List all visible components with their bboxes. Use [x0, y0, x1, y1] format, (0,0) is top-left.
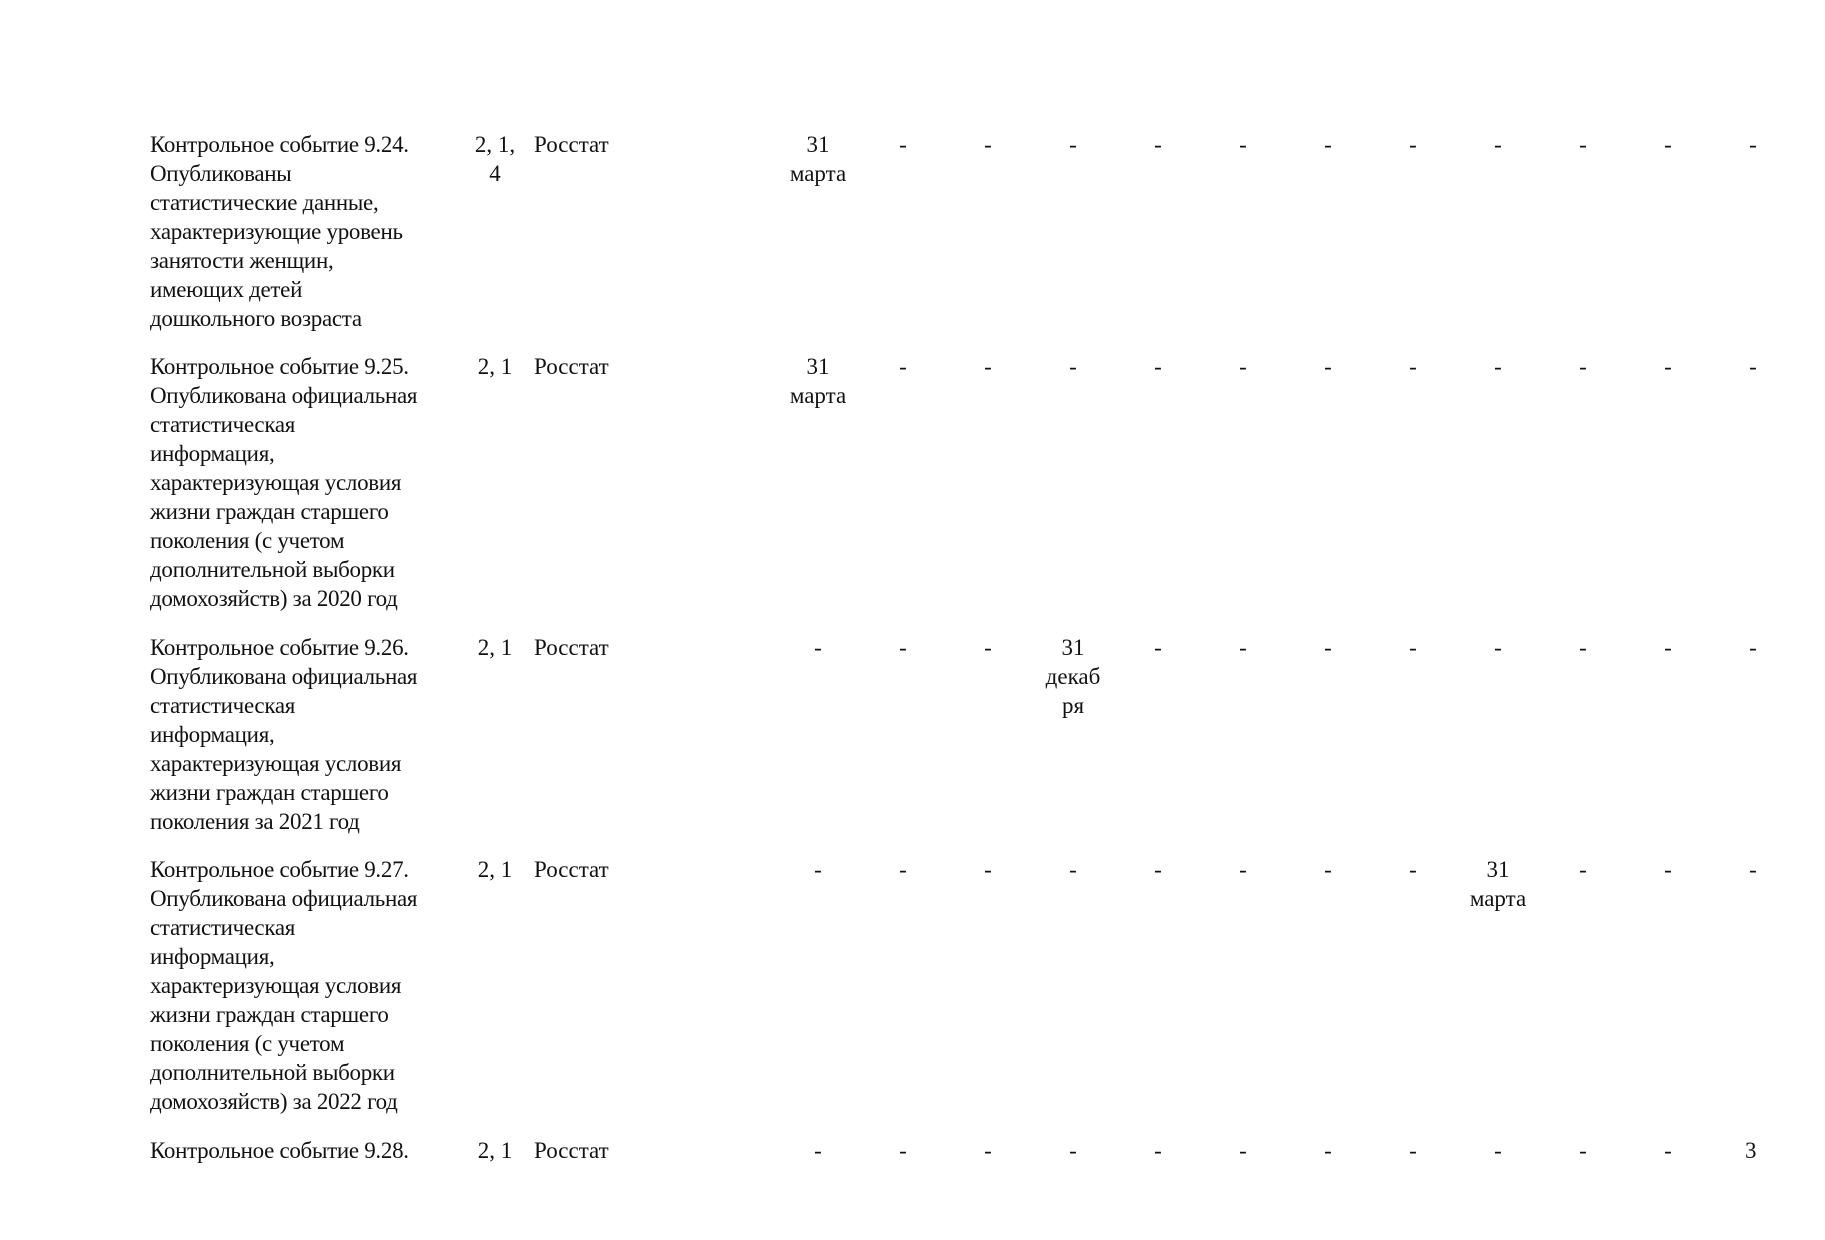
event-code: 2, 1	[477, 857, 513, 882]
period-cell: -	[1409, 1138, 1417, 1163]
responsible-organization: Росстат	[534, 1138, 609, 1163]
period-cell: -	[1154, 635, 1162, 660]
period-cell: -	[814, 857, 822, 882]
period-cell: -	[984, 132, 992, 157]
period-cell: -	[1324, 857, 1332, 882]
period-cell: -	[1749, 132, 1757, 157]
period-cell: -	[1324, 1138, 1332, 1163]
responsible-organization: Росстат	[534, 132, 609, 157]
period-cell: -	[1494, 354, 1502, 379]
period-cell: -	[1324, 354, 1332, 379]
period-cell: -	[1749, 635, 1757, 660]
period-cell: -	[1579, 354, 1587, 379]
event-code: 2, 1, 4	[474, 132, 516, 186]
period-cell: -	[1239, 857, 1247, 882]
period-cell: -	[984, 857, 992, 882]
period-cell: -	[1409, 857, 1417, 882]
period-cell: -	[984, 354, 992, 379]
period-cell: -	[1069, 857, 1077, 882]
period-cell: -	[899, 1138, 907, 1163]
event-description: Контрольное событие 9.24. Опубликованы статистические данные, характеризующие уровень занятости женщин, имеющих детей дошкольного возраста	[150, 132, 409, 331]
period-cell: -	[984, 635, 992, 660]
period-cell: 3	[1745, 1138, 1757, 1163]
period-cell: -	[1664, 857, 1672, 882]
period-cell: -	[814, 635, 822, 660]
event-description: Контрольное событие 9.27. Опубликована официальная статистическая информация, характеризующая условия жизни граждан старшего поколения (с учетом дополнительной выборки домохозяйств) за 2022 год	[150, 857, 418, 1114]
event-code: 2, 1	[477, 354, 513, 379]
period-cell: -	[1324, 635, 1332, 660]
period-cell: -	[1154, 354, 1162, 379]
period-cell: -	[1494, 635, 1502, 660]
period-cell: -	[1239, 354, 1247, 379]
period-cell: -	[1154, 1138, 1162, 1163]
period-cell: -	[1579, 1138, 1587, 1163]
period-cell: 31 марта	[1469, 857, 1527, 911]
event-description: Контрольное событие 9.26. Опубликована официальная статистическая информация, характеризующая условия жизни граждан старшего поколения за 2021 год	[150, 635, 418, 834]
period-cell: -	[1664, 354, 1672, 379]
period-cell: -	[1494, 1138, 1502, 1163]
period-cell: -	[1239, 132, 1247, 157]
period-cell: -	[899, 132, 907, 157]
period-cell: -	[899, 857, 907, 882]
period-cell: -	[1749, 354, 1757, 379]
period-cell: -	[1579, 132, 1587, 157]
period-cell: -	[1664, 635, 1672, 660]
period-cell: -	[814, 1138, 822, 1163]
period-cell: -	[1324, 132, 1332, 157]
period-cell: -	[984, 1138, 992, 1163]
period-cell: -	[1069, 1138, 1077, 1163]
period-cell: -	[1409, 635, 1417, 660]
period-cell: -	[1239, 1138, 1247, 1163]
period-cell: 31 декаб ря	[1045, 635, 1101, 718]
period-cell: -	[899, 354, 907, 379]
period-cell: -	[1494, 132, 1502, 157]
period-cell: -	[1069, 132, 1077, 157]
period-cell: -	[1069, 354, 1077, 379]
period-cell: -	[1154, 132, 1162, 157]
period-cell: -	[1579, 635, 1587, 660]
period-cell: -	[1664, 132, 1672, 157]
period-cell: -	[1154, 857, 1162, 882]
responsible-organization: Росстат	[534, 857, 609, 882]
period-cell: -	[899, 635, 907, 660]
responsible-organization: Росстат	[534, 354, 609, 379]
period-cell: -	[1749, 857, 1757, 882]
event-description: Контрольное событие 9.25. Опубликована официальная статистическая информация, характеризующая условия жизни граждан старшего поколения (с учетом дополнительной выборки домохозяйств) за 2020 год	[150, 354, 418, 611]
period-cell: -	[1664, 1138, 1672, 1163]
event-description: Контрольное событие 9.28.	[150, 1138, 409, 1163]
period-cell: -	[1409, 132, 1417, 157]
responsible-organization: Росстат	[534, 635, 609, 660]
period-cell: -	[1239, 635, 1247, 660]
period-cell: -	[1409, 354, 1417, 379]
period-cell: -	[1579, 857, 1587, 882]
period-cell: 31 марта	[789, 132, 847, 186]
event-code: 2, 1	[477, 635, 513, 660]
period-cell: 31 марта	[789, 354, 847, 408]
event-code: 2, 1	[477, 1138, 513, 1163]
